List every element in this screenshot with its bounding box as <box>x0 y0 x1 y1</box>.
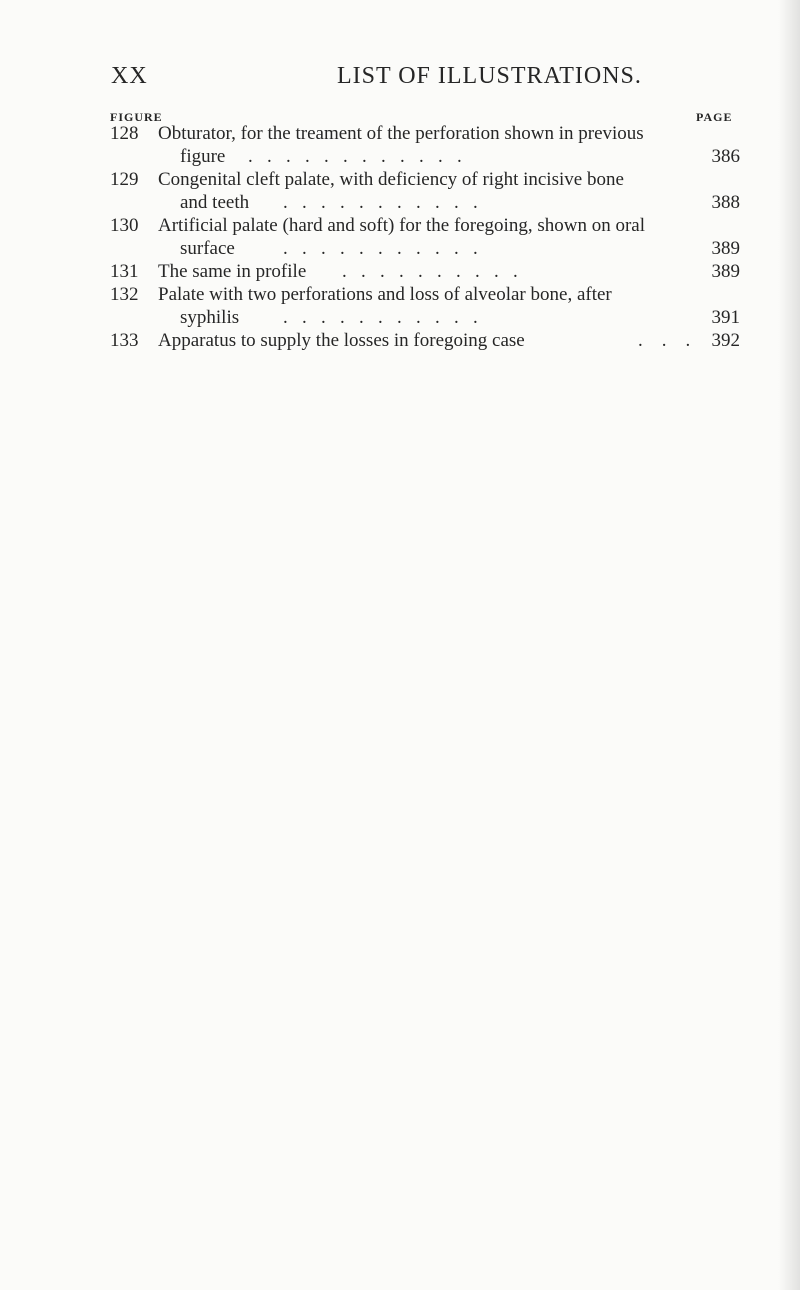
caption-continuation: figure <box>180 146 226 167</box>
dot-leaders: . . . . . . . . . . . . <box>248 146 462 167</box>
caption-text: Apparatus to supply the losses in foregoing case <box>158 330 525 351</box>
dot-leaders: . . . <box>638 330 691 351</box>
dot-leaders: . . . . . . . . . . . <box>283 192 478 213</box>
caption-line <box>158 329 740 352</box>
caption-line <box>158 306 740 329</box>
caption-line <box>158 237 740 260</box>
page-number: 388 <box>711 192 740 213</box>
list-item <box>110 214 740 260</box>
caption-line: Palate with two perforations and loss of alveolar bone, after <box>158 284 612 305</box>
figure-number: 130 <box>110 215 139 236</box>
page-column-heading: PAGE <box>696 110 733 124</box>
figure-number: 129 <box>110 169 139 190</box>
page-number: 389 <box>711 238 740 259</box>
caption-line: Artificial palate (hard and soft) for the foregoing, shown on oral <box>158 215 645 236</box>
page-title: LIST OF ILLUSTRATIONS. <box>337 63 642 89</box>
list-item <box>110 283 740 329</box>
list-item <box>110 122 740 168</box>
page-folio: XX <box>111 63 148 89</box>
dot-leaders: . . . . . . . . . . <box>342 261 518 282</box>
caption-line: Obturator, for the treament of the perforation shown in previous <box>158 123 644 144</box>
caption-text: The same in profile <box>158 261 307 282</box>
caption-continuation: syphilis <box>180 307 240 328</box>
figure-number: 131 <box>110 261 139 282</box>
caption-line <box>158 260 740 283</box>
dot-leaders: . . . . . . . . . . . <box>283 238 478 259</box>
running-head <box>111 63 727 93</box>
list-item <box>110 260 740 283</box>
page-number: 392 <box>711 330 740 351</box>
figure-column-heading: FIGURE <box>110 110 163 124</box>
figure-number: 133 <box>110 330 139 351</box>
list-item <box>110 329 740 352</box>
list-item <box>110 168 740 214</box>
caption-line <box>158 145 740 168</box>
caption-continuation: surface <box>180 238 235 259</box>
page-number: 389 <box>711 261 740 282</box>
page-number: 391 <box>711 307 740 328</box>
illustration-list <box>110 122 740 352</box>
caption-line <box>158 191 740 214</box>
dot-leaders: . . . . . . . . . . . <box>283 307 478 328</box>
figure-number: 128 <box>110 123 139 144</box>
figure-number: 132 <box>110 284 139 305</box>
caption-line: Congenital cleft palate, with deficiency of right incisive bone <box>158 169 624 190</box>
page-edge-shadow <box>778 0 800 1290</box>
page-number: 386 <box>711 146 740 167</box>
caption-continuation: and teeth <box>180 192 250 213</box>
